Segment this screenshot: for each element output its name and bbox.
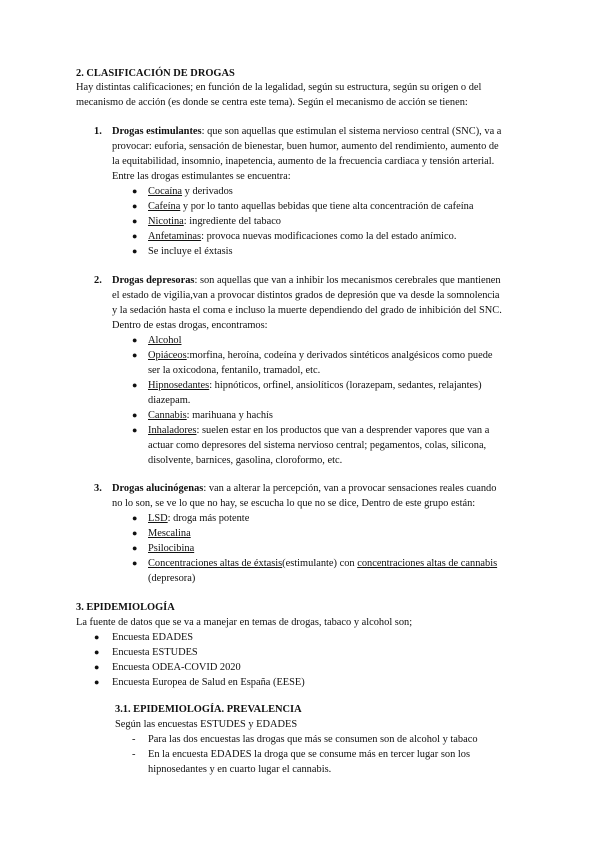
- bullet-icon: ●: [132, 425, 138, 435]
- paragraph-line: y la sedación hasta el coma e incluso la muerte dependiendo del grado de inhibición del SNC.: [112, 305, 502, 316]
- paragraph-line: La fuente de datos que se va a manejar en temas de drogas, tabaco y alcohol son;: [76, 617, 413, 628]
- paragraph-line: no lo son, se ve lo que no hay, se escucha lo que no se dice, Dentro de este grupo están:: [112, 498, 476, 509]
- bullet-icon: ●: [132, 380, 138, 390]
- list-item-continuation: (depresora): [148, 573, 196, 584]
- list-item-first-line: [112, 124, 501, 139]
- term-hallucinogens: Drogas alucinógenas: [112, 483, 204, 494]
- list-item: [148, 214, 281, 229]
- subsection-heading-prevalence: 3.1. EPIDEMIOLOGÍA. PREVALENCIA: [115, 704, 302, 715]
- underlined-term: Hipnosedantes: [148, 380, 210, 391]
- list-number: 1.: [94, 126, 102, 137]
- term-depressants: Drogas depresoras: [112, 275, 195, 286]
- underlined-term: concentraciones altas de cannabis: [357, 558, 498, 569]
- bullet-icon: ●: [132, 350, 138, 360]
- bullet-icon: ●: [132, 216, 138, 226]
- list-item: [148, 333, 181, 348]
- underlined-term: Opiáceos: [148, 350, 187, 361]
- paragraph-line: Entre las drogas estimulantes se encuentra:: [112, 171, 291, 182]
- section-heading-epidemiology: 3. EPIDEMIOLOGÍA: [76, 602, 175, 613]
- paragraph-line: la equitabilidad, insomnio, inapetencia, aumento de la frecuencia cardiaca y tensión arterial.: [112, 156, 495, 167]
- underlined-term: Cafeína: [148, 201, 181, 212]
- term-description: : van a alterar la percepción, van a provocar sensaciones reales cuando: [203, 483, 497, 494]
- underlined-term: Cannabis: [148, 410, 187, 421]
- list-item-continuation: ser la oxicodona, fentanilo, tramadol, etc.: [148, 365, 321, 376]
- list-item: En la encuesta EDADES la droga que se consume más en tercer lugar son los: [148, 749, 471, 760]
- term-stimulants: Drogas estimulantes: [112, 126, 202, 137]
- list-item-continuation: disolvente, barnices, gasolina, cloroformo, etc.: [148, 455, 343, 466]
- bullet-icon: ●: [132, 186, 138, 196]
- item-text: :morfina, heroína, codeína y derivados sintéticos analgésicos como puede: [186, 350, 493, 361]
- underlined-term: Alcohol: [148, 335, 182, 346]
- list-item-first-line: [112, 273, 501, 288]
- underlined-term: Cocaína: [148, 186, 183, 197]
- list-item-continuation: actuar como depresores del sistema nervioso central; pegamentos, colas, silicona,: [148, 440, 487, 451]
- paragraph-line: Hay distintas calificaciones; en función de la legalidad, según su estructura, según su origen o del: [76, 82, 482, 93]
- underlined-term: Anfetaminas: [148, 231, 202, 242]
- list-item: [148, 556, 497, 571]
- bullet-icon: ●: [132, 335, 138, 345]
- item-text: : ingrediente del tabaco: [183, 216, 282, 227]
- list-item: [148, 423, 489, 438]
- list-item-continuation: diazepam.: [148, 395, 191, 406]
- item-text: (estimulante) con: [282, 558, 358, 569]
- underlined-term: Psilocibina: [148, 543, 195, 554]
- bullet-icon: ●: [94, 647, 100, 657]
- item-text: : droga más potente: [167, 513, 250, 524]
- bullet-icon: ●: [132, 246, 138, 256]
- list-number: 2.: [94, 275, 102, 286]
- bullet-icon: ●: [132, 231, 138, 241]
- underlined-term: LSD: [148, 513, 168, 524]
- dash-marker: -: [132, 749, 136, 760]
- underlined-term: Nicotina: [148, 216, 184, 227]
- underlined-term: Mescalina: [148, 528, 191, 539]
- list-item: [148, 229, 456, 244]
- dash-marker: -: [132, 734, 136, 745]
- bullet-icon: ●: [94, 662, 100, 672]
- list-item: Encuesta Europea de Salud en España (EESE): [112, 677, 305, 688]
- list-item: [148, 408, 273, 423]
- underlined-term: Inhaladores: [148, 425, 197, 436]
- list-item-first-line: [112, 481, 496, 496]
- bullet-icon: ●: [94, 632, 100, 642]
- item-text: : provoca nuevas modificaciones como la del estado anímico.: [201, 231, 457, 242]
- bullet-icon: ●: [132, 543, 138, 553]
- list-item: [148, 184, 233, 199]
- list-item: Encuesta ODEA-COVID 2020: [112, 662, 241, 673]
- item-text: : marihuana y hachís: [186, 410, 273, 421]
- paragraph-line: mecanismo de acción (es donde se centra este tema). Según el mecanismo de acción se tienen:: [76, 97, 468, 108]
- item-text: y derivados: [182, 186, 233, 197]
- paragraph-line: provocar: euforia, sensación de bienestar, buen humor, aumento del rendimiento, aumento de: [112, 141, 499, 152]
- item-text: y por lo tanto aquellas bebidas que tiene alta concentración de cafeína: [180, 201, 474, 212]
- list-item: Encuesta EDADES: [112, 632, 194, 643]
- bullet-icon: ●: [132, 410, 138, 420]
- bullet-icon: ●: [94, 677, 100, 687]
- item-text: Se incluye el éxtasis: [148, 246, 233, 257]
- list-item: [148, 199, 473, 214]
- underlined-term: Concentraciones altas de éxtasis: [148, 558, 283, 569]
- paragraph-line: Dentro de estas drogas, encontramos:: [112, 320, 268, 331]
- bullet-icon: ●: [132, 528, 138, 538]
- bullet-icon: ●: [132, 201, 138, 211]
- paragraph-line: el estado de vigilia,van a provocar distintos grados de depresión que va desde la somnolencia: [112, 290, 500, 301]
- list-item: [148, 541, 194, 556]
- bullet-icon: ●: [132, 513, 138, 523]
- bullet-icon: ●: [132, 558, 138, 568]
- term-description: : que son aquellas que estimulan el sistema nervioso central (SNC), va a: [201, 126, 502, 137]
- list-number: 3.: [94, 483, 102, 494]
- list-item: [148, 348, 493, 363]
- paragraph-line: Según las encuestas ESTUDES y EDADES: [115, 719, 298, 730]
- list-item: [148, 378, 482, 393]
- list-item: Para las dos encuestas las drogas que más se consumen son de alcohol y tabaco: [148, 734, 478, 745]
- list-item: [148, 511, 249, 526]
- section-heading-classification: 2. CLASIFICACIÓN DE DROGAS: [76, 68, 235, 79]
- list-item: [148, 526, 191, 541]
- term-description: : son aquellas que van a inhibir los mecanismos cerebrales que mantienen: [194, 275, 501, 286]
- list-item-continuation: hipnosedantes y en cuarto lugar el cannabis.: [148, 764, 332, 775]
- item-text: : suelen estar en los productos que van a desprender vapores que van a: [196, 425, 490, 436]
- list-item: Encuesta ESTUDES: [112, 647, 198, 658]
- item-text: : hipnóticos, orfinel, ansiolíticos (lorazepam, sedantes, relajantes): [209, 380, 482, 391]
- list-item: [148, 244, 233, 259]
